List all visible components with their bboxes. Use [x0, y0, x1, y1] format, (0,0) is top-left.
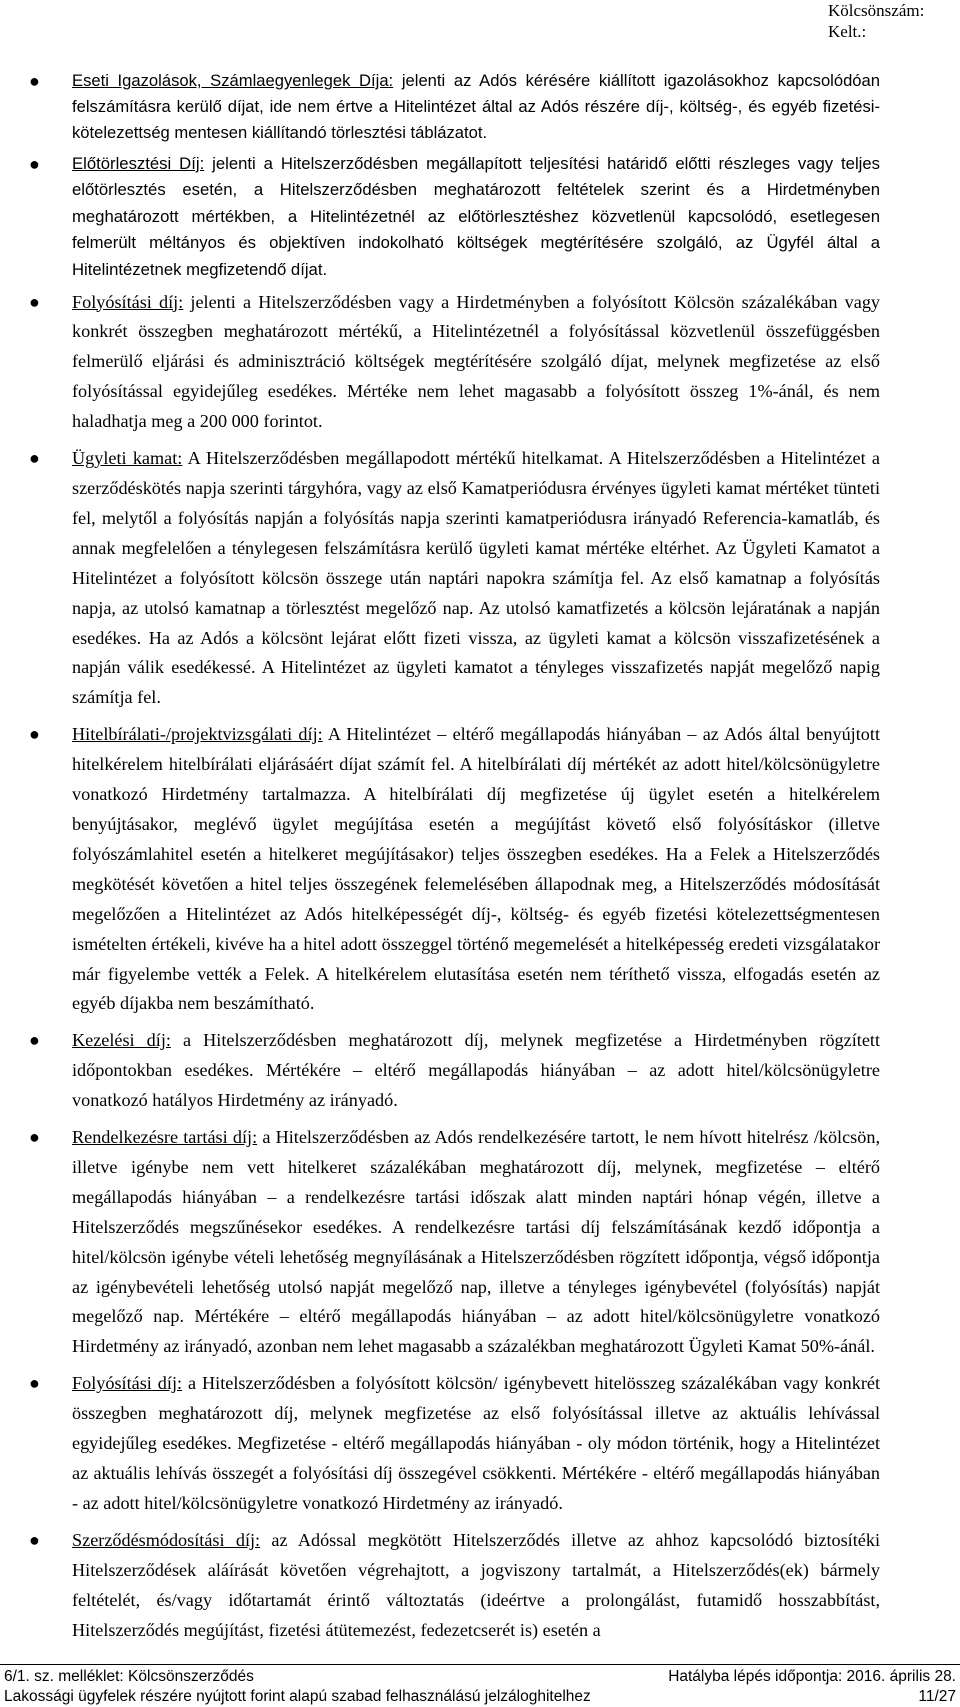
list-item — [0, 1369, 960, 1519]
footer-divider — [0, 1664, 960, 1665]
definition-term: Eseti Igazolások, Számlaegyenlegek Díja: — [72, 71, 394, 90]
definition-term: Szerződésmódosítási díj: — [72, 1529, 261, 1550]
definition-text: A Hitelintézet – eltérő megállapodás hiányában – az Adós által benyújtott hitelkérelem hitelbírálati eljárásáért díjat számít fel. A hitelbírálati díj mértékét az adott hitel/kölcsönügyletre vonatkozó Hirdetmény tartalmazza. A hitelbírálati díj megfizetése új ügylet esetén a hitelkérelem benyújtásakor, meglévő ügylet megújítása esetén a megújítást követő első folyósításkor (illetve folyószámlahitel esetén a hitelkeret megújításakor) teljes összegben esedékes. Ha a Felek a Hitelszerződés megkötését követően a hitel teljes összegének felemelésében állapodnak meg, a Hitelszerződés módosítását megelőzően a Hitelintézet az Adós hitelképességét díj-, költség- és egyéb fizetési kötelezettségmentesen ismételten értékeli, kivéve ha a hitel adott összeggel történő megemelését a hitelképesség eredeti vizsgálatakor már figyelembe vették a Felek. A hitelkérelem elutasítása esetén nem téríthető vissza, elfogadás esetén az egyéb díjakba nem beszámítható. — [72, 724, 880, 1014]
footer-row — [4, 1667, 956, 1687]
bullet-icon: ● — [29, 291, 40, 312]
definition-text: jelenti az Adós kérésére kiállított igazolásokhoz kapcsolódóan felszámításra kerülő díjat, ide nem értve a Hitelintézet által az Adós részére díj-, költség-, és egyéb fizetési-kötelezettség mentesen kiállítandó törlesztési táblázatot. — [72, 71, 880, 143]
bullet-icon: ● — [29, 71, 40, 91]
list-item — [0, 288, 960, 438]
definition-term: Folyósítási díj: — [72, 1373, 183, 1394]
definition-text: a Hitelszerződésben meghatározott díj, melynek megfizetése a Hirdetményben rögzített időpontokban esedékes. Mértékére – eltérő megállapodás hiányában – az adott hitel/kölcsönügyletre vonatkozó hatályos Hirdetmény az irányadó. — [72, 1030, 880, 1111]
definition-text: az Adóssal megkötött Hitelszerződés illetve az ahhoz kapcsolódó biztosítéki Hitelszerződések aláírását követően végrehajtott, a jogviszony tartalmát, a Hitelszerződés(ek) bármely feltételét, és/vagy időtartamát érintő változtatás (ideértve a prolongálást, futamidő hosszabbítást, Hitelszerződés megújítást, fizetési átütemezést, fedezetcserét is) esetén a — [72, 1529, 881, 1640]
list-item — [0, 720, 960, 1019]
definitions-list — [0, 68, 960, 1652]
footer-row — [4, 1687, 956, 1707]
list-item — [0, 444, 960, 713]
definition-text: jelenti a Hitelszerződésben vagy a Hirdetményben a folyósított Kölcsön százalékában vagy konkrét összegben meghatározott mértékű, a Hitelintézetnél a folyósítással közvetlenül összefüggésben felmerülő eljárási és adminisztráció költségek megtérítésére szolgáló díjat, melynek megfizetése az első folyósítással egyidejűleg esedékes. Mértéke nem lehet magasabb a folyósított összeg 1%-ánál, és nem haladhatja meg a 200 000 forintot. — [72, 291, 881, 432]
page-number: 11/27 — [918, 1688, 956, 1705]
definition-term: Előtörlesztési Díj: — [72, 153, 205, 173]
definition-text: a Hitelszerződésben az Adós rendelkezésére tartott, le nem hívott hitelrész /kölcsön, illetve igénybe nem vett hitelkeret százalékában meghatározott díj, melynek, megfizetése – eltérő megállapodás hiányában – a rendelkezésre tartási időszak alatt minden naptári hónap végén, illetve a Hitelszerződés megszűnésekor esedékes. A rendelkezésre tartási díj felszámításának kezdő időpontja a hitel/kölcsön igénybe vételi lehetőség megnyílásának a Hitelszerződésben rögzített időpontja, végső időpontja az igénybevételi lehetőség utolsó napját megelőző nap, illetve a tényleges igénybevétel (folyósítás) napját megelőző nap. Mértékére – eltérő megállapodás hiányában – az adott hitel/kölcsönügyletre vonatkozó Hirdetmény az irányadó, azonban nem lehet magasabb a százalékban meghatározott Ügyleti Kamat 50%-ánál. — [72, 1127, 880, 1357]
bullet-icon: ● — [29, 1373, 40, 1394]
definition-text: a Hitelszerződésben a folyósított kölcsön/ igénybevett hitelösszeg százalékában vagy konkrét összegben meghatározott díj, melynek megfizetése az első folyósítással illetve az aktuális lehívással egyidejűleg esedékes. Megfizetése - eltérő megállapodás hiányában - oly módon történik, hogy a Hitelintézet az aktuális lehívás összegét a folyósítási díj összegével csökkenti. Mértékére - eltérő megállapodás hiányában - az adott hitel/kölcsönügyletre vonatkozó Hirdetmény az irányadó. — [72, 1373, 881, 1513]
list-item — [0, 1026, 960, 1116]
product-description: Lakossági ügyfelek részére nyújtott forint alapú szabad felhasználású jelzáloghitelhez — [4, 1688, 591, 1705]
definition-term: Kezelési díj: — [72, 1030, 171, 1051]
annex-label: 6/1. sz. melléklet: Kölcsönszerződés — [4, 1668, 254, 1685]
definition-term: Folyósítási díj: — [72, 291, 184, 312]
list-item — [0, 1123, 960, 1362]
bullet-icon: ● — [29, 1030, 40, 1051]
list-item — [0, 151, 960, 284]
definition-term: Ügyleti kamat: — [72, 448, 183, 469]
definition-term: Hitelbírálati-/projektvizsgálati díj: — [72, 724, 323, 745]
effective-date: Hatályba lépés időpontja: 2016. április 28. — [668, 1668, 956, 1685]
bullet-icon: ● — [29, 1127, 40, 1148]
list-item — [0, 1526, 960, 1646]
page-footer — [4, 1667, 956, 1707]
bullet-icon: ● — [29, 724, 40, 745]
list-item — [0, 68, 960, 147]
definition-text: jelenti a Hitelszerződésben megállapított teljesítési határidő előtti részleges vagy teljes előtörlesztés esetén, a Hitelszerződésben meghatározott feltételek szerint és a Hirdetményben meghatározott mértékben, a Hitelintézetnél az előtörlesztéshez közvetlenül kapcsolódó, esetlegesen felmerült méltányos és objektíven indokolható költségek megtérítésére szolgáló, az Ügyfél által a Hitelintézetnek megfizetendő díjat. — [72, 153, 880, 279]
loan-number-label: Kölcsönszám: — [828, 1, 925, 20]
date-label: Kelt.: — [828, 22, 867, 41]
definition-text: A Hitelszerződésben megállapodott mértékű hitelkamat. A Hitelszerződésben a Hitelintézet a szerződéskötés napja szerinti tárgyhóra, vagy az első Kamatperiódusra érvényes ügyleti kamat mértéket tünteti fel, melytől a folyósítás napján a folyósítás napja szerinti kamatperiódusra irányadó Referencia-kamatláb, és annak megfelelően a ténylegesen felszámításra kerülő ügyleti kamat mértéke eltérhet. Az Ügyleti Kamatot a Hitelintézet a folyósított kölcsön összege után naptári napokra számítja fel. Az első kamatnap a folyósítás napja, az utolsó kamatnap a törlesztést megelőző nap. Az utolsó kamatfizetés a kölcsön lejáratának a napján esedékes. Ha az Adós a kölcsönt lejárat előtt fizeti vissza, az ügyleti kamat a kölcsön visszafizetésének a napján válik esedékessé. A Hitelintézet az ügyleti kamatot a tényleges visszafizetés napját megelőző napig számítja fel. — [72, 448, 881, 708]
definition-term: Rendelkezésre tartási díj: — [72, 1127, 258, 1148]
bullet-icon: ● — [29, 448, 40, 469]
bullet-icon: ● — [29, 1529, 40, 1550]
page-header — [828, 0, 948, 42]
bullet-icon: ● — [29, 153, 40, 174]
